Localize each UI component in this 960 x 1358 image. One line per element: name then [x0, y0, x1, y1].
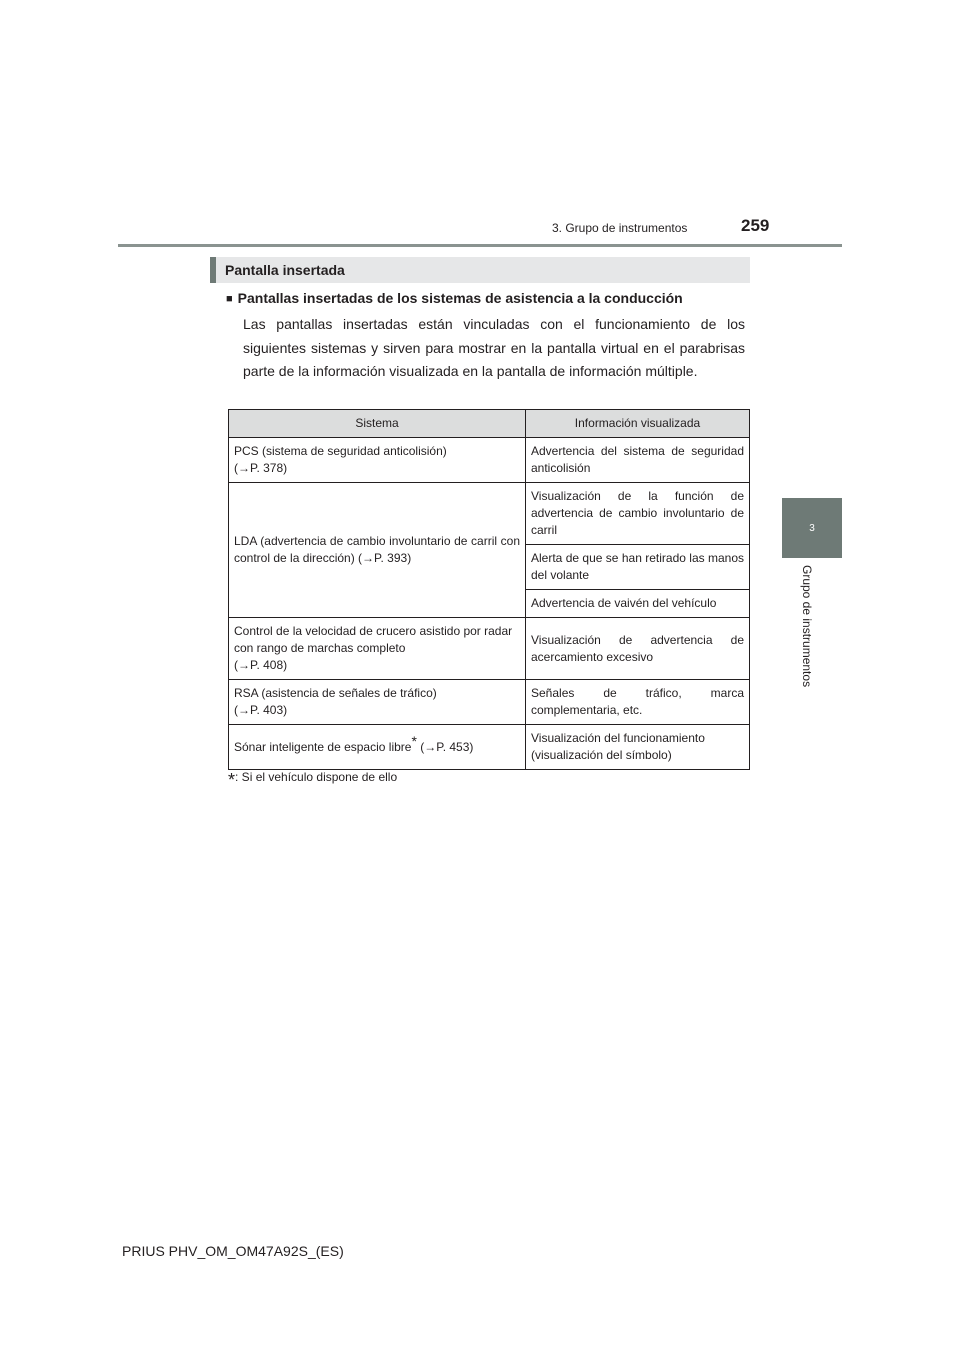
footnote-mark: * [411, 732, 417, 749]
chapter-tab [782, 498, 842, 558]
subsection-body: Las pantallas insertadas están vinculadas con el funcionamiento de los siguientes sistemas y sirven para mostrar en la pantalla virtual en el parabrisas parte de la información visualizada en la pantalla de información múltiple. [243, 316, 745, 379]
system-name: Sónar inteligente de espacio libre [234, 739, 412, 754]
table-cell-system [229, 725, 526, 770]
header-divider [118, 244, 842, 247]
table-row [229, 725, 750, 770]
page-reference: (→P. 403) [234, 703, 288, 717]
table-row [229, 483, 750, 545]
table-cell-info: Alerta de que se han retirado las manos del volante [526, 545, 750, 590]
table-cell-info: Señales de tráfico, marca complementaria, etc. [526, 680, 750, 725]
table-cell-system: LDA (advertencia de cambio involuntario de carril con control de la dirección) (→P. 393) [229, 483, 526, 618]
table-cell-info: Visualización de advertencia de acercamiento excesivo [526, 618, 750, 680]
table-row [229, 438, 750, 483]
chapter-tab-label: Grupo de instrumentos [800, 565, 814, 688]
info-line: Visualización del funcionamiento [531, 731, 705, 745]
page-number: 259 [741, 216, 770, 235]
table-header-row [229, 410, 750, 438]
system-name: RSA (asistencia de señales de tráfico) [234, 686, 437, 700]
table-cell-info [526, 725, 750, 770]
system-name: PCS (sistema de seguridad anticolisión) [234, 444, 447, 458]
header-section-title: 3. Grupo de instrumentos [552, 221, 688, 235]
page-reference: (→P. 378) [234, 461, 288, 475]
table-cell-info: Visualización de la función de advertencia de cambio involuntario de carril [526, 483, 750, 545]
table-cell-system [229, 680, 526, 725]
table-header-info: Información visualizada [526, 410, 750, 438]
square-bullet-icon: ■ [226, 293, 233, 305]
footnote [228, 770, 397, 791]
footnote-text: : Si el vehículo dispone de ello [235, 770, 398, 784]
table-cell-info: Advertencia del sistema de seguridad anticolisión [526, 438, 750, 483]
section-heading: Pantalla insertada [210, 257, 750, 283]
footnote-star-icon: * [228, 770, 236, 790]
table-cell-system [229, 438, 526, 483]
table-header-system: Sistema [229, 410, 526, 438]
table-row [229, 680, 750, 725]
system-name: Control de la velocidad de crucero asistido por radar con rango de marchas completo [234, 624, 513, 655]
table-row [229, 618, 750, 680]
subsection-title: Pantallas insertadas de los sistemas de asistencia a la conducción [237, 290, 683, 306]
page-reference: (→P. 408) [234, 658, 288, 672]
page-reference: (→P. 453) [416, 739, 474, 754]
chapter-tab-number: 3 [809, 522, 815, 534]
document-code: PRIUS PHV_OM_OM47A92S_(ES) [122, 1243, 344, 1259]
table-cell-system [229, 618, 526, 680]
table-cell-info: Advertencia de vaivén del vehículo [526, 590, 750, 618]
info-line: (visualización del símbolo) [531, 748, 672, 762]
systems-table [228, 409, 750, 770]
subsection-heading [226, 290, 683, 306]
